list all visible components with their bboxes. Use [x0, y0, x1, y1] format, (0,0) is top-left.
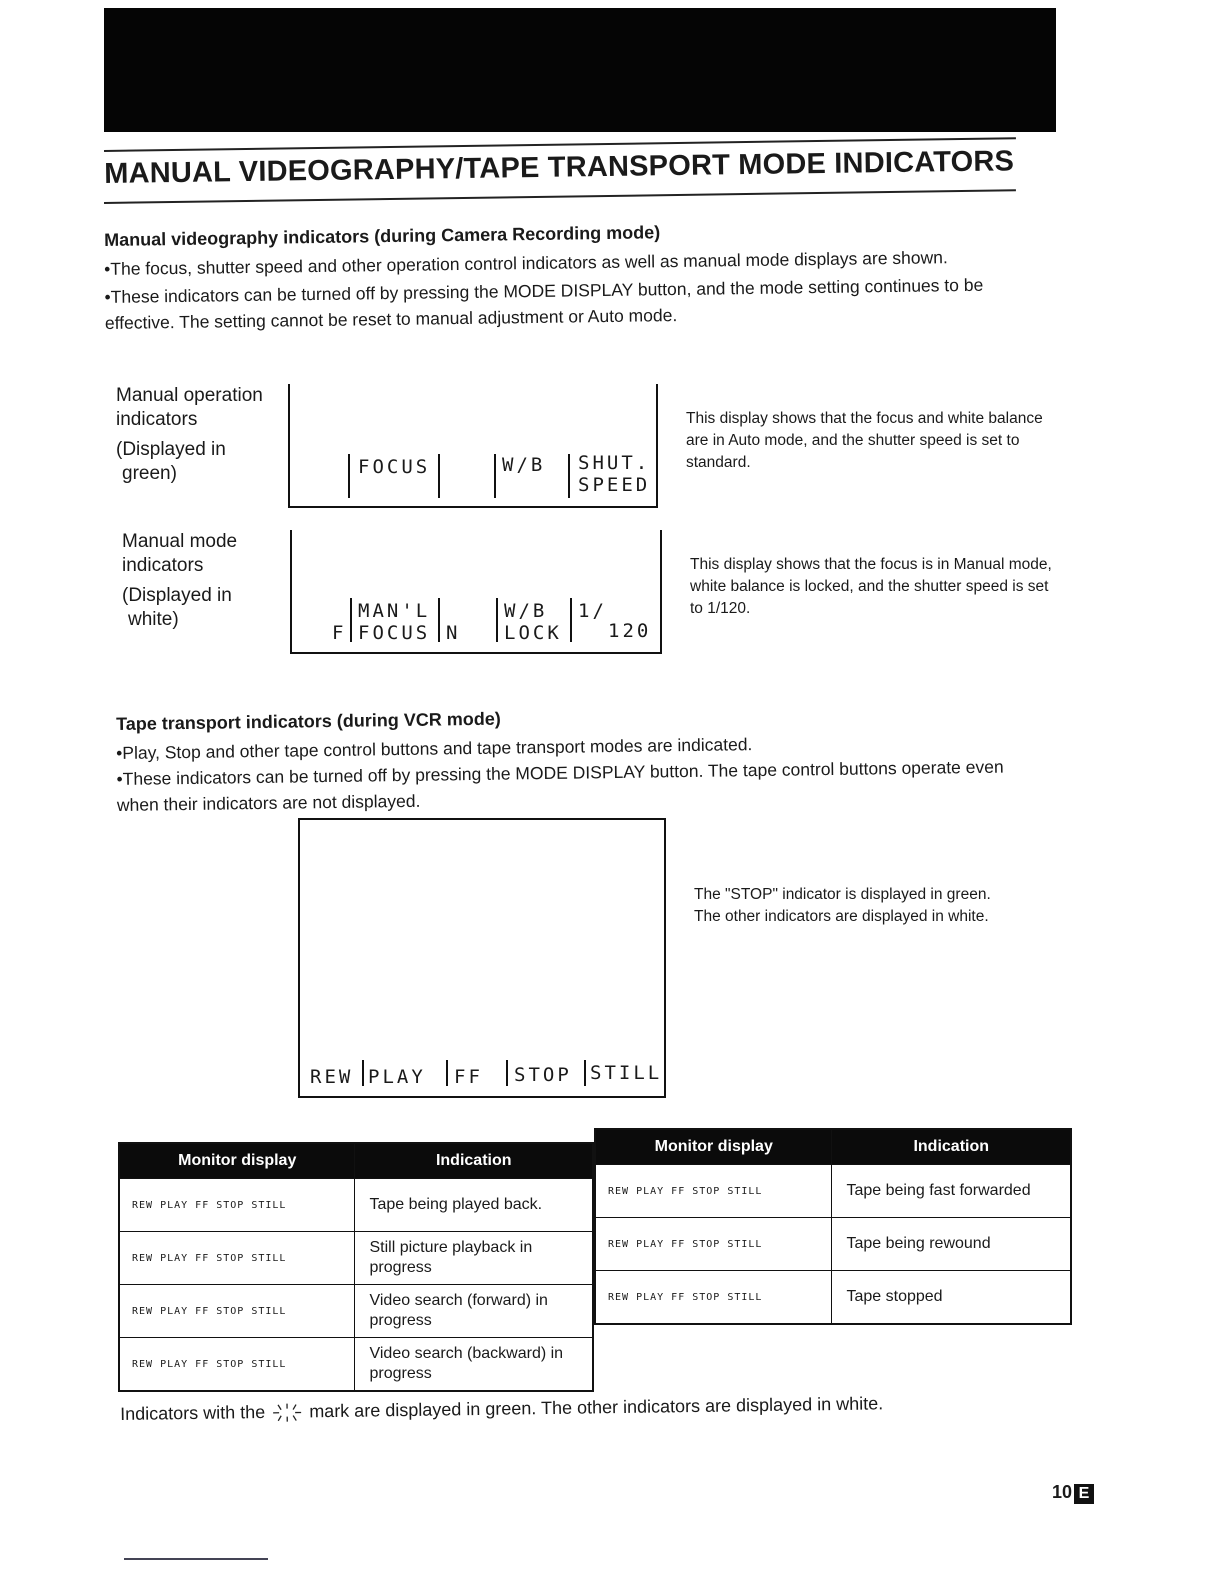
- display2-note: This display shows that the focus is in Manual mode, white balance is locked, and the shutter speed is set to 1/120.: [690, 556, 1052, 617]
- bullet-text: These indicators can be turned off by pressing the MODE DISPLAY button. The tape control buttons operate even when their indicators are not displayed.: [116, 756, 1004, 815]
- f-indicator: F: [332, 622, 347, 644]
- table-header-row: [595, 1129, 1071, 1165]
- bullet-dot: •: [104, 258, 111, 279]
- display2-label: [122, 530, 237, 632]
- divider: [446, 1060, 448, 1086]
- indication-cell: Tape stopped: [832, 1271, 1071, 1325]
- bullet-text: Play, Stop and other tape control buttons and tape transport modes are indicated.: [122, 734, 753, 763]
- label-text: indicators: [116, 409, 198, 430]
- vcr-note: [694, 884, 1054, 928]
- lock-indicator: LOCK: [504, 622, 562, 644]
- display1-label: [116, 384, 263, 486]
- play-indicator: PLAY: [368, 1066, 426, 1088]
- monitor-display-vcr: [298, 818, 666, 1098]
- monitor-cell: REW PLAY FF STOP STILL: [119, 1338, 355, 1392]
- header-black-band: [104, 8, 1056, 118]
- indication-cell: Video search (forward) in progress: [355, 1285, 593, 1338]
- bottom-rule: [124, 1558, 268, 1560]
- still-indicator: STILL: [590, 1062, 663, 1084]
- wb-indicator: W/B: [502, 454, 546, 476]
- label-text: Manual mode: [122, 531, 238, 552]
- label-subtext: white): [128, 609, 179, 630]
- speed-indicator: SPEED: [578, 474, 651, 496]
- footnote-text: Indicators with the: [120, 1401, 266, 1424]
- column-header: Indication: [832, 1129, 1071, 1165]
- table-row: [119, 1338, 593, 1392]
- bullet-item: [116, 753, 1017, 818]
- shutter-value-indicator: 120: [608, 620, 652, 642]
- page-number-text: 10: [1051, 1482, 1072, 1502]
- indicator-table-left: [118, 1142, 594, 1392]
- table-row: [119, 1285, 593, 1338]
- page-title: MANUAL VIDEOGRAPHY/TAPE TRANSPORT MODE INDICATORS: [104, 145, 1015, 190]
- monitor-display-1: [288, 384, 658, 508]
- section-heading-manual: Manual videography indicators (during Camera Recording mode): [104, 222, 661, 250]
- indication-cell: Video search (backward) in progress: [355, 1338, 593, 1392]
- divider: [584, 1060, 586, 1086]
- bullet-text: The focus, shutter speed and other operation control indicators as well as manual mode displays are shown.: [110, 247, 948, 279]
- footnote-text: mark are displayed in green. The other indicators are displayed in white.: [309, 1393, 884, 1422]
- monitor-cell: REW PLAY FF STOP STILL: [119, 1285, 355, 1338]
- table-row: [119, 1179, 593, 1232]
- divider: [506, 1060, 508, 1086]
- footnote: [120, 1393, 883, 1425]
- monitor-cell: REW PLAY FF STOP STILL: [119, 1179, 355, 1232]
- focus-indicator: FOCUS: [358, 456, 431, 478]
- divider: [348, 454, 350, 498]
- n-indicator: N: [446, 622, 461, 644]
- page-letter-badge: E: [1074, 1484, 1094, 1504]
- display1-note: This display shows that the focus and white balance are in Auto mode, and the shutter speed is set to standard.: [686, 410, 1043, 471]
- stop-indicator: STOP: [514, 1064, 572, 1086]
- indication-cell: Still picture playback in progress: [355, 1232, 593, 1285]
- table-row: [595, 1218, 1071, 1271]
- label-text: Manual operation: [116, 385, 263, 406]
- divider: [350, 598, 352, 642]
- fraction-indicator: 1/: [578, 600, 607, 622]
- note-line: The other indicators are displayed in white.: [694, 908, 989, 925]
- bullet-list-manual: [104, 243, 1005, 336]
- header-rule: [104, 118, 1056, 132]
- page-number: [1052, 1482, 1094, 1504]
- divider: [494, 454, 496, 498]
- table-header-row: [119, 1143, 593, 1179]
- manl-indicator: MAN'L: [358, 600, 431, 622]
- indicator-table-right: [594, 1128, 1072, 1325]
- table-row: [595, 1165, 1071, 1218]
- monitor-cell: REW PLAY FF STOP STILL: [595, 1165, 832, 1218]
- monitor-cell: REW PLAY FF STOP STILL: [595, 1271, 832, 1325]
- divider: [362, 1060, 364, 1086]
- bullet-dot: •: [116, 742, 123, 763]
- monitor-display-2: [290, 530, 662, 654]
- shut-indicator: SHUT.: [578, 452, 651, 474]
- monitor-cell: REW PLAY FF STOP STILL: [119, 1232, 355, 1285]
- divider: [570, 598, 572, 642]
- note-line: The "STOP" indicator is displayed in green.: [694, 886, 991, 903]
- column-header: Indication: [355, 1143, 593, 1179]
- bullet-dot: •: [104, 286, 111, 307]
- label-text: indicators: [122, 555, 204, 576]
- column-header: Monitor display: [119, 1143, 355, 1179]
- column-header: Monitor display: [595, 1129, 832, 1165]
- divider: [496, 598, 498, 642]
- indication-cell: Tape being rewound: [832, 1218, 1071, 1271]
- label-subtext: green): [122, 463, 177, 484]
- ff-indicator: FF: [454, 1066, 483, 1088]
- indication-cell: Tape being played back.: [355, 1179, 593, 1232]
- label-subtext: (Displayed in: [122, 585, 232, 606]
- label-subtext: (Displayed in: [116, 439, 226, 460]
- bullet-dot: •: [116, 768, 123, 789]
- rew-indicator: REW: [310, 1066, 354, 1088]
- divider: [568, 454, 570, 498]
- focus-indicator: FOCUS: [358, 622, 431, 644]
- monitor-cell: REW PLAY FF STOP STILL: [595, 1218, 832, 1271]
- divider: [438, 598, 440, 642]
- title-underline: [104, 189, 1016, 204]
- bullet-text: These indicators can be turned off by pressing the MODE DISPLAY button, and the mode setting continues to be effective. The setting cannot be reset to manual adjustment or Auto mode.: [104, 274, 984, 333]
- indication-cell: Tape being fast forwarded: [832, 1165, 1071, 1218]
- bullet-list-tape: [116, 727, 1017, 818]
- table-row: [595, 1271, 1071, 1325]
- bullet-item: [104, 271, 1005, 336]
- table-row: [119, 1232, 593, 1285]
- blink-mark-icon: [270, 1403, 304, 1423]
- section-heading-tape: Tape transport indicators (during VCR mode): [116, 708, 501, 734]
- wb-indicator: W/B: [504, 600, 548, 622]
- divider: [438, 454, 440, 498]
